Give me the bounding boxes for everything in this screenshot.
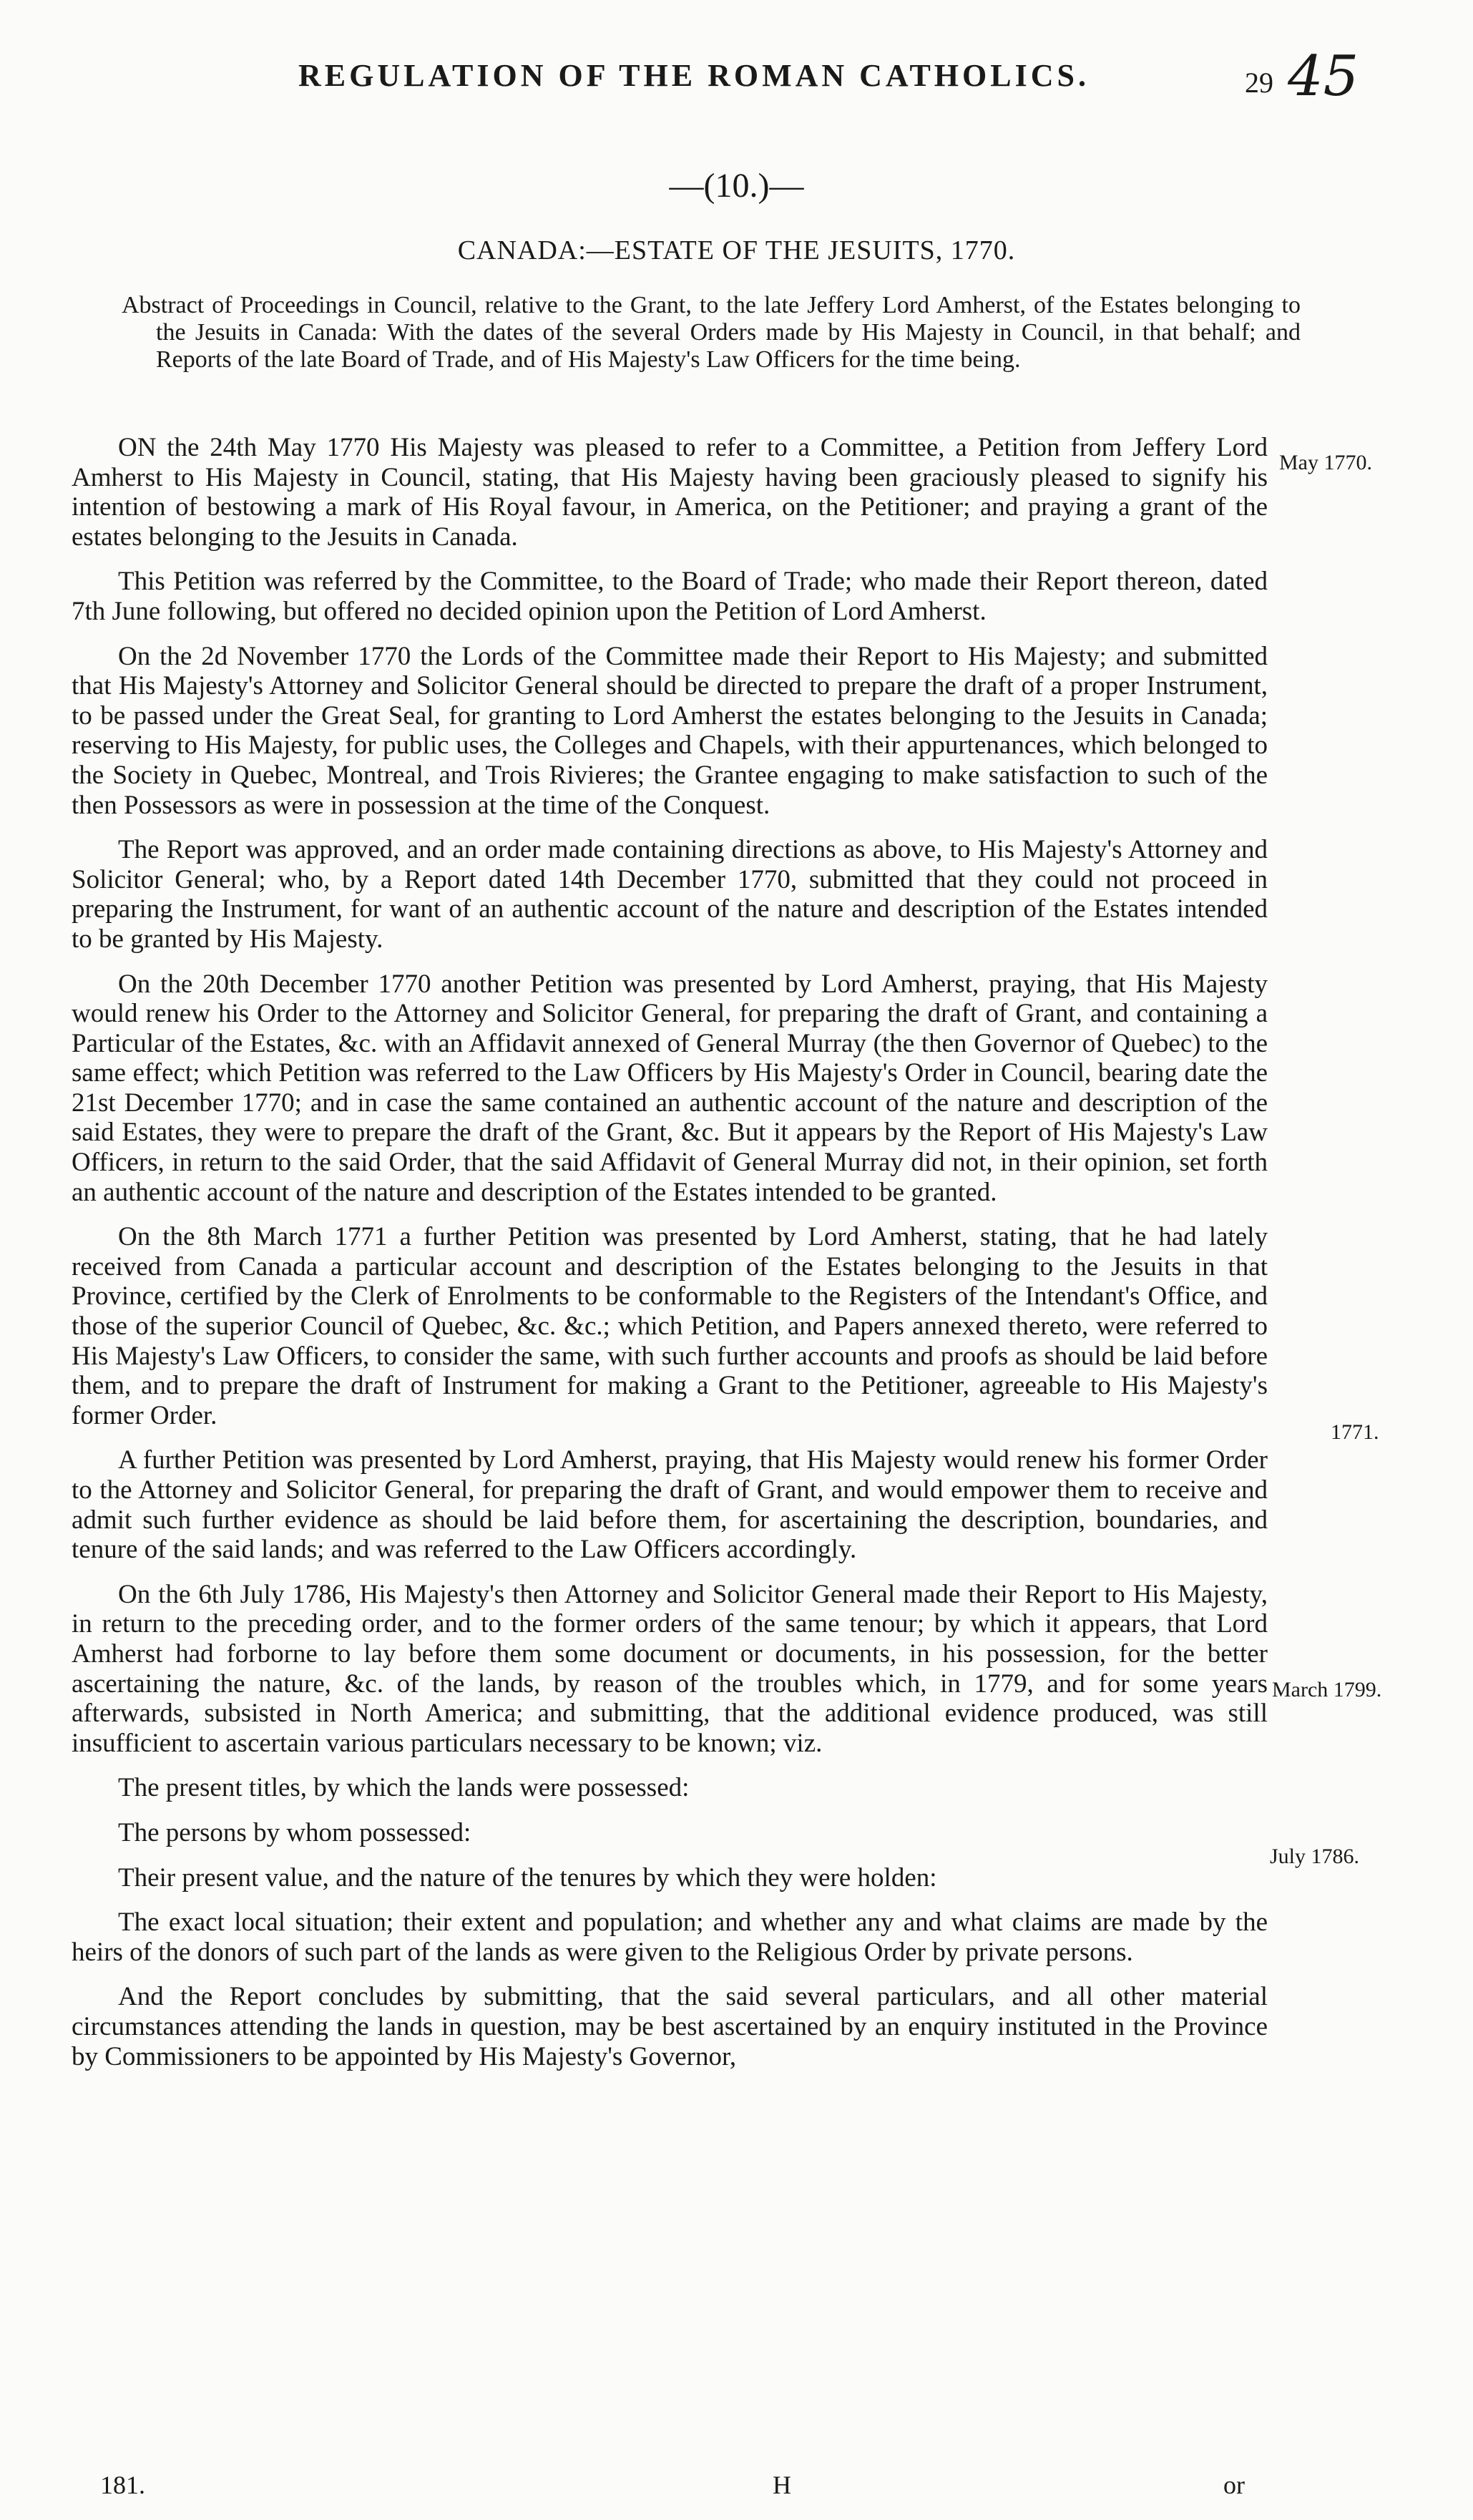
paragraph-further-petition-1771: On the 8th March 1771 a further Petition was presented by Lord Amherst, stating, that he had lately received from Canada a particular account and description of the Estates belonging to the Jesuits in that Province, certified by the Clerk of Enrolments to be conformable to the Registers of the Intendant's Office, and those of the superior Council of Quebec, &c. &c.; which Petition, and Papers annexed thereto, were referred to His Majesty's Law Officers, to consider the same, with such further accounts and proofs as should be laid before them, and to prepare the draft of Instrument for making a Grant to the Petitioner, agreeable to His Majesty's former Order. (72, 1222, 1268, 1430)
footer-catchword: or (1223, 2471, 1245, 2499)
handwritten-page-number: 45 (1288, 44, 1359, 109)
abstract-paragraph: Abstract of Proceedings in Council, relative to the Grant, to the late Jeffery Lord Amherst, of the Estates belonging to the Jesuits in Canada: With the dates of the several Orders made by His Majesty in Council, in that behalf; and Reports of the late Board of Trade, and of His Majesty's Law Officers for the time being. (122, 292, 1301, 373)
margin-note-may-1770: May 1770. (1279, 451, 1372, 474)
paragraph-conclusion: And the Report concludes by submitting, that the said several particulars, and all other material circumstances attending the lands in question, may be best ascertained by an enquiry instituted in the Province by Commissioners to be appointed by His Majesty's Governor, (72, 1982, 1268, 2071)
paragraph-further-petition-1799: A further Petition was presented by Lord Amherst, praying, that His Majesty would renew his former Order to the Attorney and Solicitor General, for preparing the draft of Grant, and would empower them to receive and admit such further evidence as should be laid before them, for ascertaining the description, boundaries, and tenure of the said lands; and was referred to the Law Officers accordingly. (72, 1445, 1268, 1565)
list-item-value: Their present value, and the nature of the tenures by which they were holden: (118, 1862, 937, 1893)
section-number: —(10.)— (669, 167, 804, 205)
running-title: REGULATION OF THE ROMAN CATHOLICS. (298, 58, 1090, 93)
paragraph-committee-report: On the 2d November 1770 the Lords of the Committee made their Report to His Majesty; and submitted that His Majesty's Attorney and Solicitor General should be directed to prepare the draft of a proper Instrument, to be passed under the Great Seal, for granting to Lord Amherst the estates belonging to the Jesuits in Canada; reserving to His Majesty, for public uses, the Colleges and Chapels, with their appurtenances, which belonged to the Society in Quebec, Montreal, and Trois Rivieres; the Grantee engaging to make satisfaction to such of the then Possessors as were in possession at the time of the Conquest. (72, 641, 1268, 820)
list-item-persons: The persons by whom possessed: (118, 1817, 471, 1847)
printed-page-number: 29 (1245, 67, 1273, 99)
body-text (72, 433, 1268, 2086)
paragraph-report-1786: On the 6th July 1786, His Majesty's then Attorney and Solicitor General made their Report to His Majesty, in return to the preceding order, and to the former orders of the same tenour; by which it appears, that Lord Amherst had forborne to lay before them some document or documents, in his possession, for the better ascertaining the nature, &c. of the lands, by reason of the troubles which, in 1779, and for some years afterwards, subsisted in North America; and submitting, that the additional evidence produced, was still insufficient to ascertain various particulars necessary to be known; viz. (72, 1579, 1268, 1758)
paragraph-petition-1770: ON the 24th May 1770 His Majesty was pleased to refer to a Committee, a Petition from Jeffery Lord Amherst to His Majesty in Council, stating, that His Majesty having been graciously pleased to signify his intention of bestowing a mark of His Royal favour, in America, on the Petitioner; and praying a grant of the estates belonging to the Jesuits in Canada. (72, 433, 1268, 552)
list-item-titles: The present titles, by which the lands were possessed: (118, 1773, 690, 1803)
margin-note-march-1799: March 1799. (1272, 1678, 1382, 1701)
list-item-situation: The exact local situation; their extent and population; and whether any and what claims are made by the heirs of the donors of such part of the lands as were given to the Religious Order by private persons. (72, 1908, 1268, 1967)
paragraph-report-approved: The Report was approved, and an order made containing directions as above, to His Majesty's Attorney and Solicitor General; who, by a Report dated 14th December 1770, submitted that they could not proceed in preparing the Instrument, for want of an authentic account of the nature and description of the Estates intended to be granted by His Majesty. (72, 835, 1268, 954)
paragraph-board-of-trade: This Petition was referred by the Committee, to the Board of Trade; who made their Report thereon, dated 7th June following, but offered no decided opinion upon the Petition of Lord Amherst. (72, 567, 1268, 626)
paragraph-another-petition: On the 20th December 1770 another Petition was presented by Lord Amherst, praying, that His Majesty would renew his Order to the Attorney and Solicitor General, for preparing the draft of Grant, and containing a Particular of the Estates, &c. with an Affidavit annexed of General Murray (the then Governor of Quebec) to the same effect; which Petition was referred to the Law Officers by His Majesty's Order in Council, bearing date the 21st December 1770; and in case the same contained an authentic account of the nature and description of the said Estates, they were to prepare the draft of the Grant, &c. But it appears by the Report of His Majesty's Law Officers, in return to the said Order, that the said Affidavit of General Murray did not, in their opinion, set forth an authentic account of the nature and description of the Estates intended to be granted. (72, 969, 1268, 1207)
margin-note-july-1786: July 1786. (1270, 1845, 1360, 1868)
margin-note-1771: 1771. (1331, 1420, 1379, 1444)
section-title: CANADA:—ESTATE OF THE JESUITS, 1770. (457, 235, 1016, 265)
footer-number: 181. (100, 2471, 145, 2499)
footer-signature-mark: H (773, 2471, 791, 2499)
